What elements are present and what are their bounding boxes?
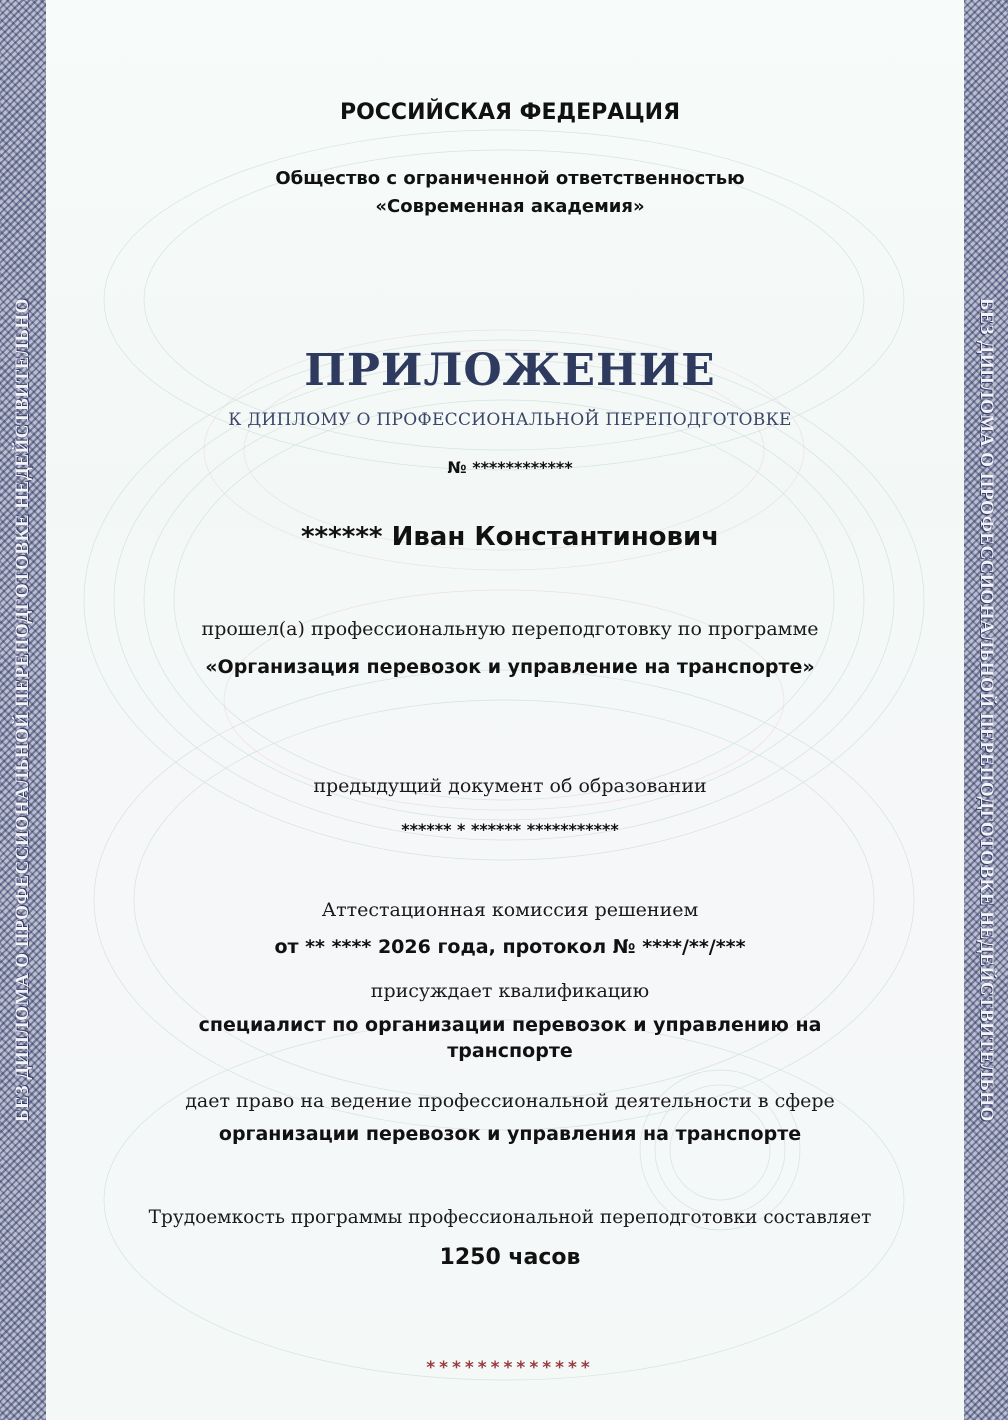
qualification-line-1: специалист по организации перевозок и управлению на xyxy=(198,1014,822,1036)
organization-name xyxy=(60,165,960,221)
left-side-text xyxy=(0,0,46,1420)
completed-text: прошел(а) профессиональную переподготовку по программе xyxy=(201,618,819,640)
document-subtitle: К ДИПЛОМУ О ПРОФЕССИОНАЛЬНОЙ ПЕРЕПОДГОТОВКЕ xyxy=(228,410,792,430)
workload-label: Трудоемкость программы профессиональной переподготовки составляет xyxy=(148,1207,872,1228)
country-heading: РОССИЙСКАЯ ФЕДЕРАЦИЯ xyxy=(339,100,681,125)
right-side-text xyxy=(964,0,1008,1420)
previous-document-label: предыдущий документ об образовании xyxy=(313,775,707,797)
holder-name: ****** Иван Константинович xyxy=(300,522,720,552)
commission-decision: от ** **** 2026 года, протокол № ****/**/*** xyxy=(274,936,746,958)
previous-document-value: ****** * ****** *********** xyxy=(401,820,619,839)
organization-line-2: «Современная академия» xyxy=(375,196,645,217)
document-title: ПРИЛОЖЕНИЕ xyxy=(304,345,716,396)
right-side-label: БЕЗ ДИПЛОМА О ПРОФЕССИОНАЛЬНОЙ ПЕРЕПОДГОТОВКЕ НЕДЕЙСТВИТЕЛЬНО xyxy=(976,298,997,1122)
program-name: «Организация перевозок и управление на транспорте» xyxy=(205,656,815,678)
footer-stars: ************* xyxy=(426,1358,594,1378)
organization-line-1: Общество с ограниченной ответственностью xyxy=(275,168,745,189)
professional-right-value: организации перевозок и управления на транспорте xyxy=(218,1123,802,1145)
left-side-label: БЕЗ ДИПЛОМА О ПРОФЕССИОНАЛЬНОЙ ПЕРЕПОДГОТОВКЕ НЕДЕЙСТВИТЕЛЬНО xyxy=(12,298,33,1122)
commission-label: Аттестационная комиссия решением xyxy=(321,899,699,921)
qualification-label: присуждает квалификацию xyxy=(370,980,650,1002)
qualification-value xyxy=(60,1012,960,1064)
workload-hours: 1250 часов xyxy=(439,1245,581,1270)
document-number: № ************ xyxy=(447,458,573,477)
qualification-line-2: транспорте xyxy=(447,1040,573,1062)
professional-right-label: дает право на ведение профессиональной деятельности в сфере xyxy=(185,1090,835,1112)
